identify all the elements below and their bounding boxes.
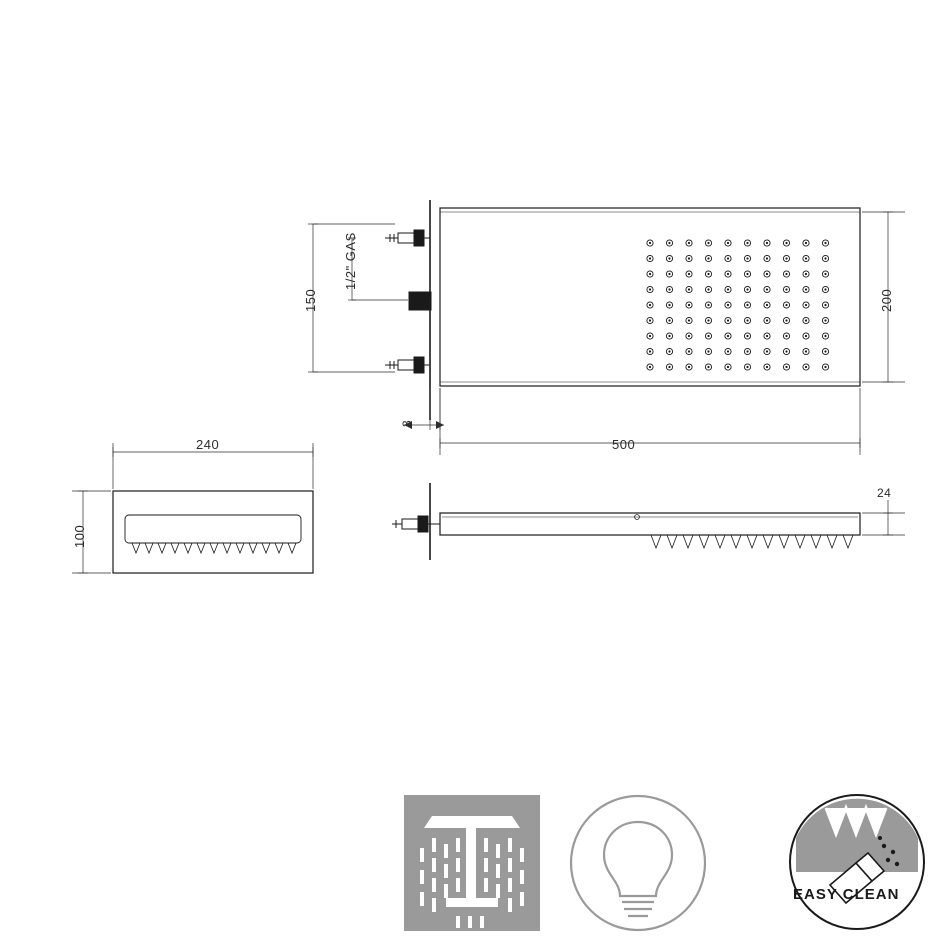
dim-3-label: 3 [400,419,414,427]
side-inlet-fitting [392,516,440,532]
side-body-outline [440,513,860,535]
rain-shower-icon [404,795,540,931]
dim-200-label: 200 [879,288,894,312]
easy-clean-icon [790,795,924,929]
easy-clean-label: EASY CLEAN [793,886,900,903]
front-view [308,200,905,455]
front-body-outline [440,208,860,386]
dim-500 [440,388,860,455]
top-view [72,443,313,573]
dim-240-label: 240 [196,437,220,452]
dim-24 [862,500,905,535]
dim-100-label: 100 [72,524,87,548]
dim-150-label: 150 [303,288,318,312]
center-connector-block [409,292,431,310]
lower-inlet-fitting [385,357,430,373]
side-nozzle-teeth [651,535,853,548]
dim-24-label: 24 [877,486,892,500]
dim-gas-label: 1/2" GAS [343,232,358,290]
side-view [392,483,905,560]
top-inner-slot [125,515,301,543]
light-bulb-icon [571,796,705,930]
upper-inlet-fitting [385,230,430,246]
dim-500-label: 500 [612,437,636,452]
